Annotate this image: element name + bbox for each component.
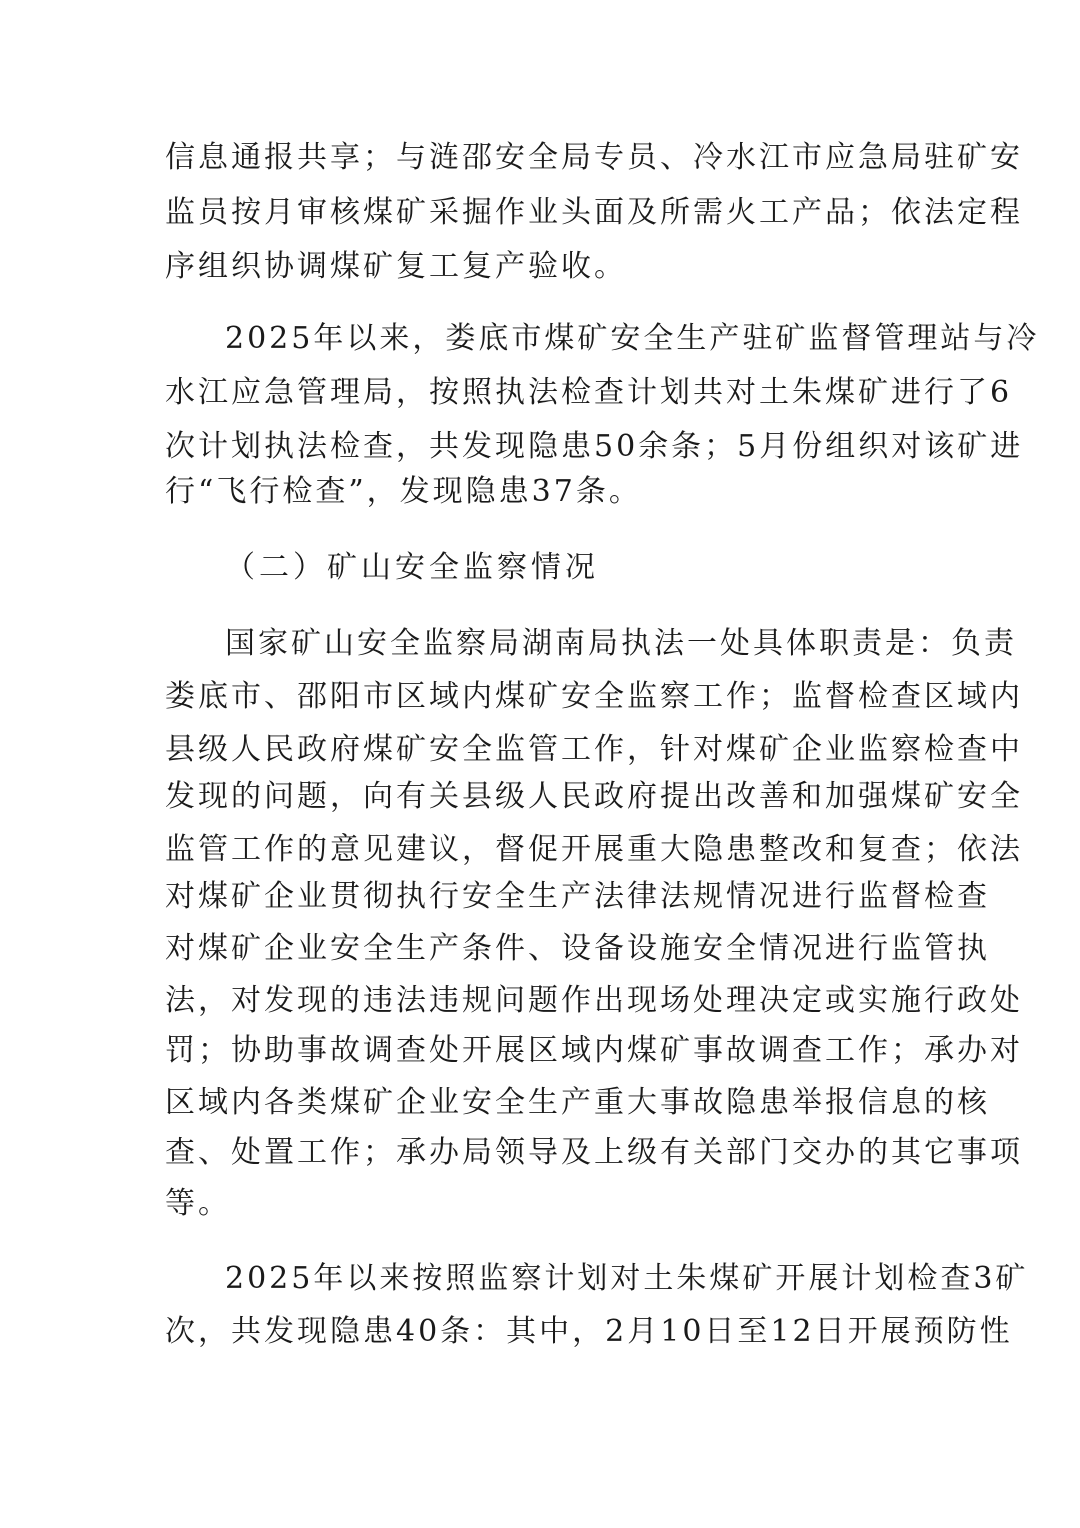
paragraph-3-line-8: 法，对发现的违法违规问题作出现场处理决定或实施行政处 — [165, 983, 1023, 1018]
paragraph-2-line-1: 2025年以来，娄底市煤矿安全生产驻矿监督管理站与冷 — [225, 321, 1040, 356]
paragraph-2-line-3: 次计划执法检查，共发现隐患50余条；5月份组织对该矿进 — [165, 429, 1024, 464]
paragraph-4-line-1: 2025年以来按照监察计划对土朱煤矿开展计划检查3矿 — [225, 1261, 1029, 1296]
paragraph-3-line-5: 监管工作的意见建议，督促开展重大隐患整改和复查；依法 — [165, 832, 1023, 867]
paragraph-4-line-2: 次，共发现隐患40条：其中，2月10日至12日开展预防性 — [165, 1314, 1013, 1349]
paragraph-3-line-7: 对煤矿企业安全生产条件、设备设施安全情况进行监管执 — [165, 931, 990, 966]
paragraph-3-line-4: 发现的问题，向有关县级人民政府提出改善和加强煤矿安全 — [165, 779, 1023, 814]
paragraph-1-line-2: 监员按月审核煤矿采掘作业头面及所需火工产品；依法定程 — [165, 195, 1023, 230]
paragraph-3-line-3: 县级人民政府煤矿安全监管工作，针对煤矿企业监察检查中 — [165, 732, 1023, 767]
paragraph-3-line-6: 对煤矿企业贯彻执行安全生产法律法规情况进行监督检查 — [165, 879, 990, 914]
paragraph-1-line-3: 序组织协调煤矿复工复产验收。 — [165, 249, 627, 284]
paragraph-3-line-2: 娄底市、邵阳市区域内煤矿安全监察工作；监督检查区域内 — [165, 679, 1023, 714]
paragraph-3-line-11: 查、处置工作；承办局领导及上级有关部门交办的其它事项 — [165, 1135, 1023, 1170]
paragraph-3-line-9: 罚；协助事故调查处开展区域内煤矿事故调查工作；承办对 — [165, 1033, 1023, 1068]
paragraph-3-line-1: 国家矿山安全监察局湖南局执法一处具体职责是：负责 — [225, 626, 1017, 661]
paragraph-3-line-12: 等。 — [165, 1186, 231, 1221]
section-heading: （二）矿山安全监察情况 — [225, 550, 599, 585]
paragraph-2-line-2: 水江应急管理局，按照执法检查计划共对土朱煤矿进行了6 — [165, 375, 1013, 410]
paragraph-3-line-10: 区域内各类煤矿企业安全生产重大事故隐患举报信息的核 — [165, 1085, 990, 1120]
paragraph-1-line-1: 信息通报共享；与涟邵安全局专员、冷水江市应急局驻矿安 — [165, 140, 1023, 175]
paragraph-2-line-4: 行“飞行检查”，发现隐患37条。 — [165, 474, 642, 509]
